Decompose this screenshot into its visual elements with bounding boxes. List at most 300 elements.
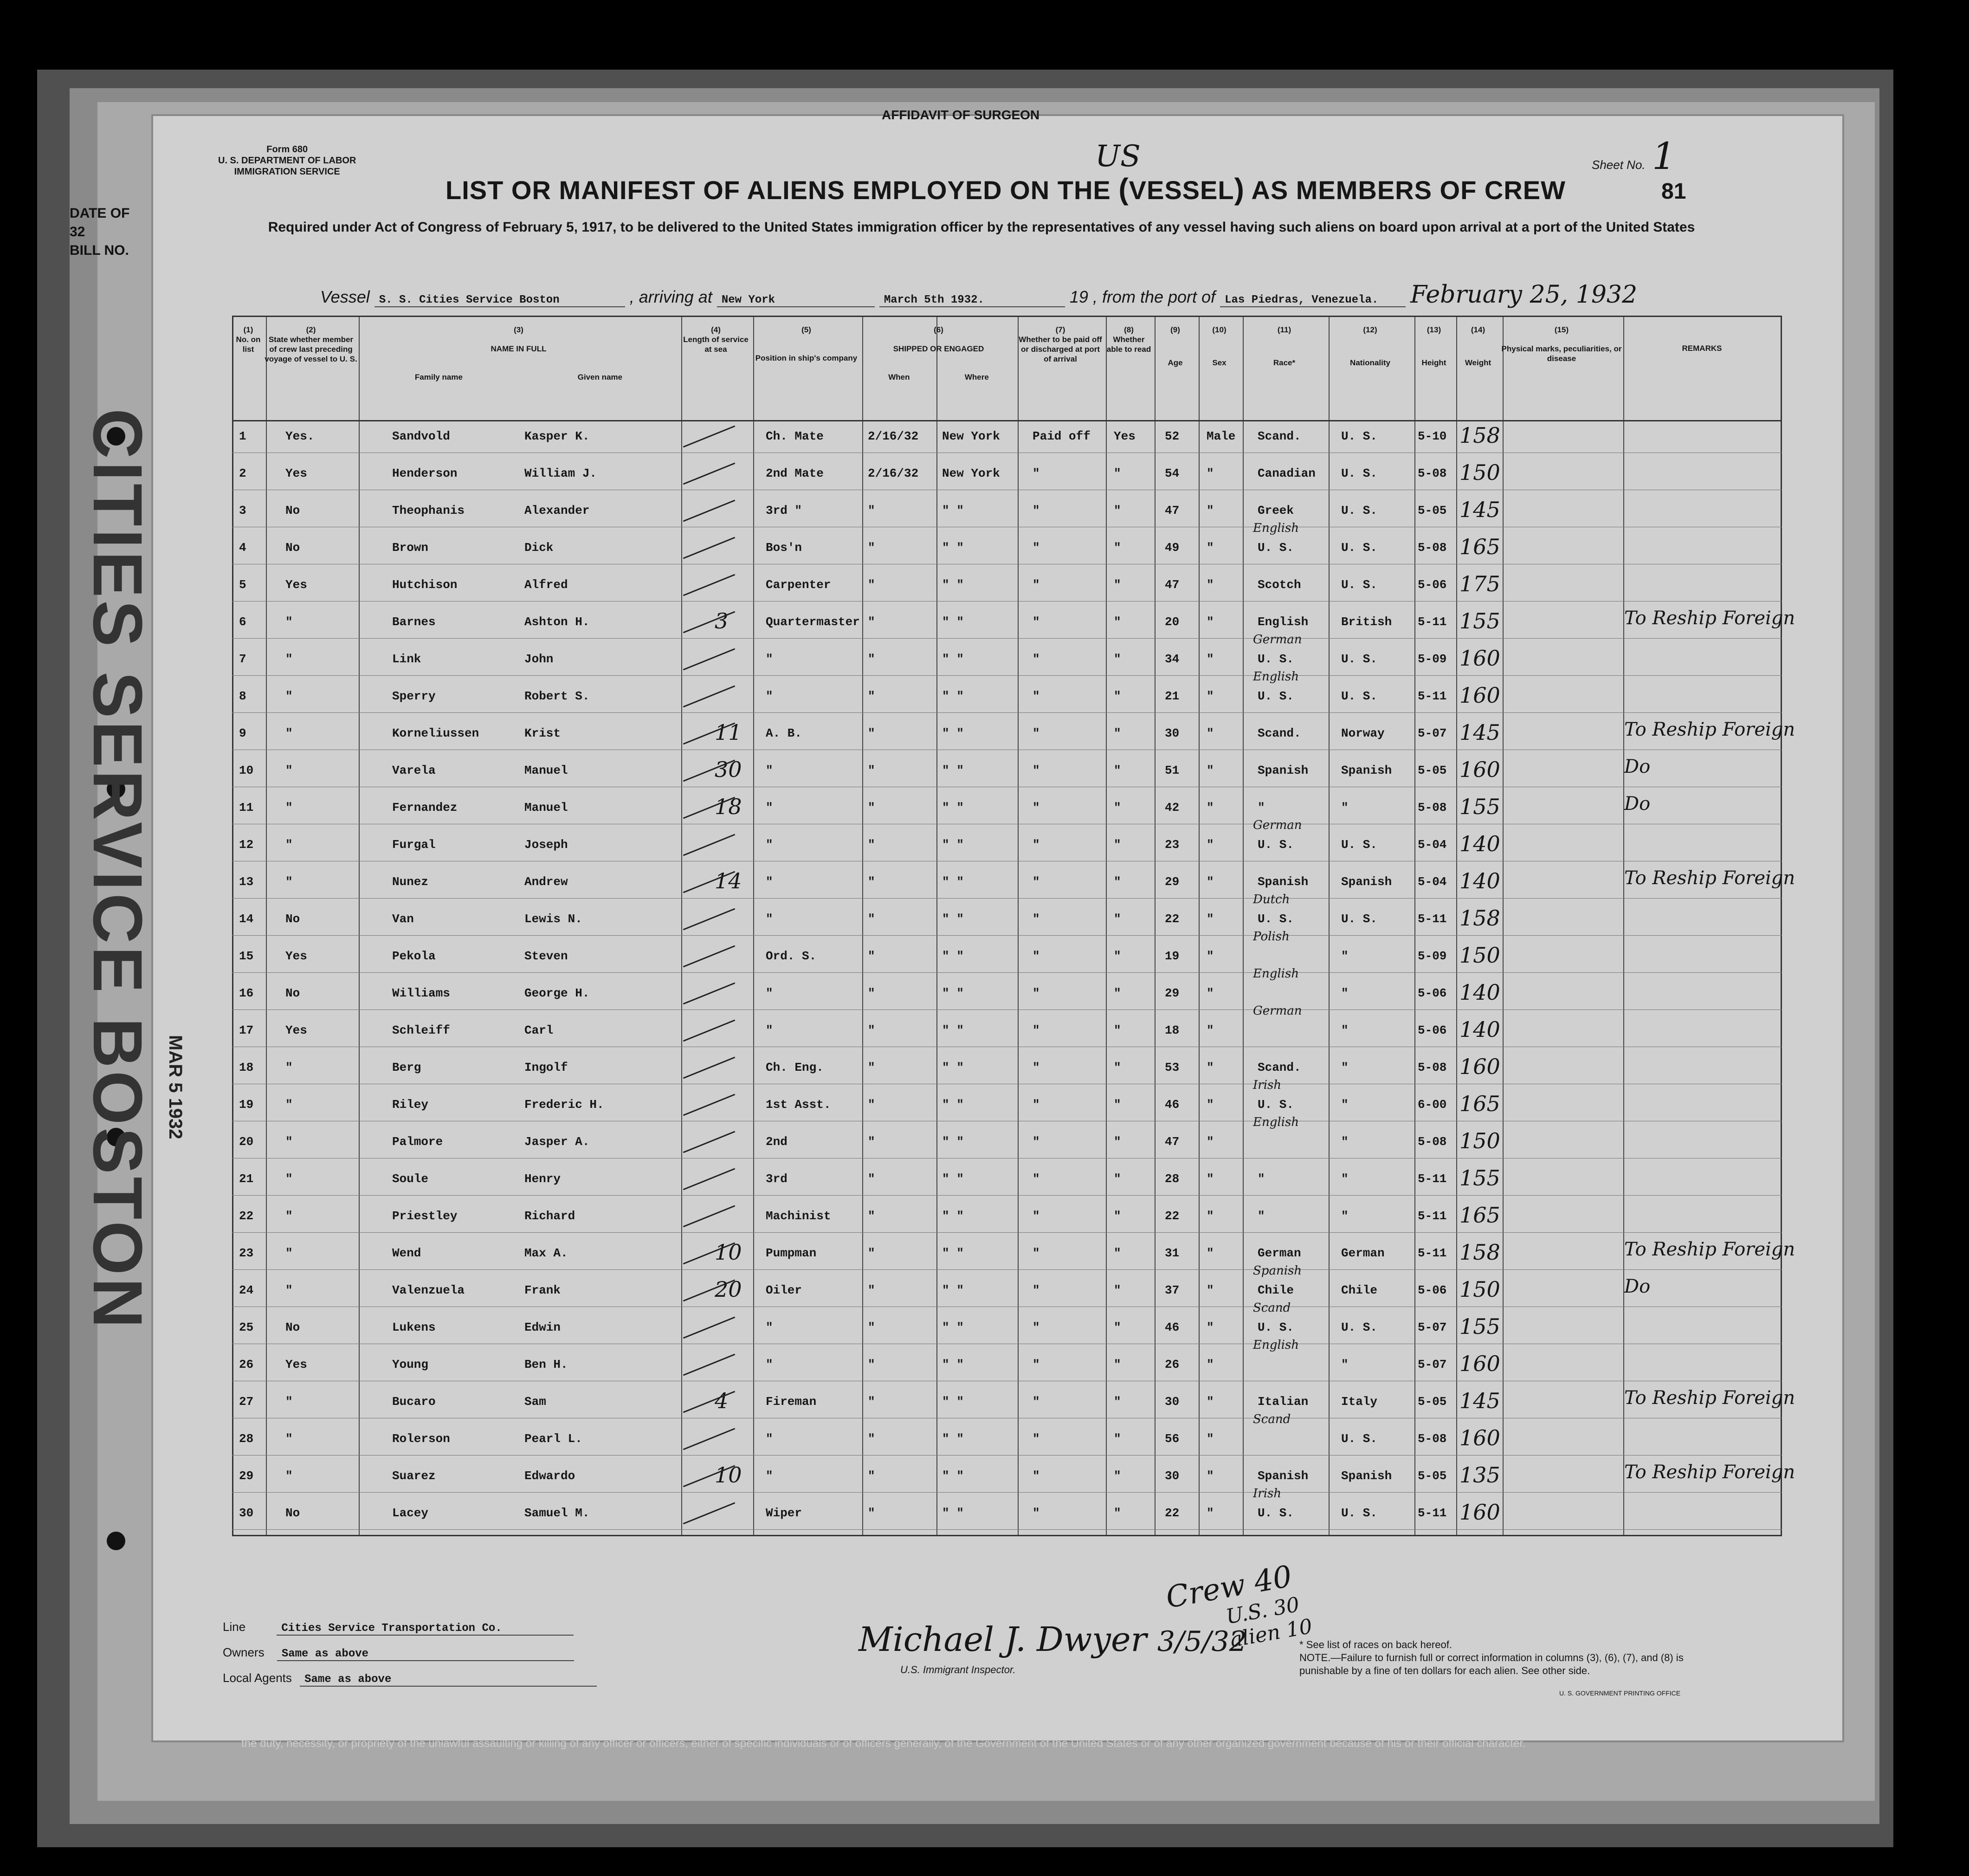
cell-remark: To Reship Foreign (1624, 867, 1795, 889)
cell-given: Henry (524, 1172, 561, 1186)
cell-nat: " (1341, 801, 1349, 815)
cell-no: 15 (239, 949, 254, 963)
cell-given: Manuel (524, 801, 568, 815)
cell-height: 5-11 (1418, 1246, 1447, 1260)
cell-age: 47 (1165, 1135, 1180, 1149)
cell-age: 28 (1165, 1172, 1180, 1186)
cell-paid: " (1033, 466, 1040, 480)
arrival-date: March 5th 1932. (879, 294, 1065, 307)
cell-race-handwritten: Scand (1253, 1301, 1291, 1315)
cell-where: " " (942, 1506, 964, 1520)
cell-race-handwritten: Polish (1253, 930, 1290, 944)
cell-nat: U. S. (1341, 429, 1378, 443)
cell-read: " (1114, 1061, 1121, 1074)
cell-given: Jasper A. (524, 1135, 590, 1149)
cell-height: 5-07 (1418, 1358, 1447, 1371)
cell-race: U. S. (1258, 912, 1294, 926)
cell-position: 1st Asst. (766, 1098, 831, 1112)
cell-age: 29 (1165, 986, 1180, 1000)
cell-nat: U. S. (1341, 838, 1378, 852)
cell-family: Young (392, 1358, 429, 1371)
cell-prev: " (285, 1061, 293, 1074)
cell-paid: " (1033, 541, 1040, 555)
cell-where: " " (942, 652, 964, 666)
cell-no: 18 (239, 1061, 254, 1074)
cell-family: Furgal (392, 838, 436, 852)
table-row (0, 1051, 1969, 1088)
cell-when: " (868, 1358, 875, 1371)
cell-weight: 160 (1459, 683, 1500, 708)
cell-given: Pearl L. (524, 1432, 582, 1446)
cell-position: Carpenter (766, 578, 831, 592)
cell-prev: " (285, 1432, 293, 1446)
cell-family: Van (392, 912, 414, 926)
cell-read: " (1114, 1395, 1121, 1409)
cell-height: 5-06 (1418, 1023, 1447, 1037)
cell-nat: British (1341, 615, 1392, 629)
cell-where: " " (942, 1395, 964, 1409)
table-row (0, 1487, 1969, 1534)
cell-nat: " (1341, 1358, 1349, 1371)
cell-no: 2 (239, 466, 246, 480)
cell-when: " (868, 1320, 875, 1334)
cell-position: Wiper (766, 1506, 802, 1520)
cell-height: 5-09 (1418, 949, 1447, 963)
header-col11: (11) Race* (1273, 325, 1296, 367)
cell-age: 54 (1165, 466, 1180, 480)
sheet-number: 1 (1652, 135, 1676, 178)
cell-paid: " (1033, 1283, 1040, 1297)
cell-paid: Paid off (1033, 429, 1091, 443)
cell-weight: 140 (1459, 868, 1500, 893)
cell-sex: " (1207, 1135, 1214, 1149)
cell-family: Berg (392, 1061, 421, 1074)
service-tick-mark (683, 574, 735, 596)
cell-when: 2/16/32 (868, 429, 919, 443)
cell-prev: " (285, 689, 293, 703)
cell-position: " (766, 1358, 773, 1371)
cell-height: 5-11 (1418, 689, 1447, 703)
cell-sex: " (1207, 1395, 1214, 1409)
table-row (0, 1301, 1969, 1348)
cell-prev: " (285, 838, 293, 852)
cell-race-handwritten: Irish (1253, 1487, 1282, 1501)
cell-prev: " (285, 1135, 293, 1149)
cell-given: Richard (524, 1209, 575, 1223)
cell-paid: " (1033, 726, 1040, 740)
cell-read: " (1114, 652, 1121, 666)
cell-where: " " (942, 1283, 964, 1297)
cell-nat: " (1341, 986, 1349, 1000)
cell-sex: " (1207, 1283, 1214, 1297)
cell-race: Scand. (1258, 726, 1301, 740)
cell-race: Spanish (1258, 763, 1309, 777)
cell-when: " (868, 1506, 875, 1520)
table-row (0, 754, 1969, 791)
cell-position: Bos'n (766, 541, 802, 555)
cell-where: " " (942, 1358, 964, 1371)
cell-sex: " (1207, 1358, 1214, 1371)
cell-race: " (1258, 801, 1265, 815)
cell-paid: " (1033, 801, 1040, 815)
cell-family: Soule (392, 1172, 429, 1186)
cell-position: Pumpman (766, 1246, 817, 1260)
cell-race: U. S. (1258, 838, 1294, 852)
inspector-signature: Michael J. Dwyer 3/5/32 (859, 1620, 1247, 1659)
cell-race-handwritten: Dutch (1253, 893, 1290, 906)
cell-nat: " (1341, 1023, 1349, 1037)
line-field: Line Cities Service Transportation Co. (223, 1620, 574, 1636)
cell-where: " " (942, 1023, 964, 1037)
cell-race-handwritten: English (1253, 521, 1299, 535)
cell-nat: " (1341, 949, 1349, 963)
cell-given: Ben H. (524, 1358, 568, 1371)
cell-race: U. S. (1258, 1506, 1294, 1520)
cell-family: Barnes (392, 615, 436, 629)
cell-no: 23 (239, 1246, 254, 1260)
cell-nat: U. S. (1341, 1432, 1378, 1446)
cell-family: Palmore (392, 1135, 443, 1149)
cell-weight: 175 (1459, 571, 1500, 596)
table-row (0, 1338, 1969, 1385)
cell-position: " (766, 689, 773, 703)
table-row (0, 1004, 1969, 1051)
cell-family: Priestley (392, 1209, 458, 1223)
cell-height: 5-09 (1418, 652, 1447, 666)
cell-age: 20 (1165, 615, 1180, 629)
cell-nat: Spanish (1341, 875, 1392, 889)
cell-age: 34 (1165, 652, 1180, 666)
cell-when: " (868, 541, 875, 555)
cell-nat: " (1341, 1061, 1349, 1074)
cell-read: " (1114, 875, 1121, 889)
cell-family: Pekola (392, 949, 436, 963)
cell-sex: " (1207, 615, 1214, 629)
cell-read: " (1114, 541, 1121, 555)
cell-sex: " (1207, 1098, 1214, 1112)
service-tick-mark (683, 834, 735, 856)
cell-no: 29 (239, 1469, 254, 1483)
cell-when: " (868, 801, 875, 815)
cell-read: " (1114, 801, 1121, 815)
cell-when: " (868, 949, 875, 963)
cell-no: 27 (239, 1395, 254, 1409)
cell-prev: " (285, 652, 293, 666)
cell-position: A. B. (766, 726, 802, 740)
cell-race-handwritten: Irish (1253, 1078, 1282, 1092)
cell-weight: 145 (1459, 497, 1500, 522)
header-col2: (2) State whether member of crew last preceding voyage of vessel to U. S. (265, 325, 357, 363)
cell-no: 11 (239, 801, 254, 815)
header-col1: (1) No. on list (236, 325, 261, 354)
cell-remark: Do (1624, 756, 1651, 777)
cell-race: Scand. (1258, 429, 1301, 443)
service-tick-mark (683, 1428, 735, 1450)
cell-nat: Norway (1341, 726, 1385, 740)
service-tick-mark (683, 463, 735, 485)
cell-service: 20 (715, 1277, 742, 1302)
cell-race-handwritten: Scand (1253, 1412, 1291, 1426)
cell-race: Scotch (1258, 578, 1301, 592)
cell-prev: " (285, 801, 293, 815)
cell-position: " (766, 875, 773, 889)
table-row (0, 791, 1969, 828)
cell-given: Carl (524, 1023, 554, 1037)
cell-family: Korneliussen (392, 726, 479, 740)
footnote: * See list of races on back hereof. NOTE.—Failure to furnish full or correct information in columns (3), (6), (7), and (8) is punishable by a fine of ten dollars for each alien. See other side. U. S. GOVERNMENT PRINTING OFFICE (1299, 1639, 1684, 1697)
cell-read: " (1114, 1283, 1121, 1297)
cell-sex: " (1207, 1172, 1214, 1186)
cell-height: 5-05 (1418, 763, 1447, 777)
cell-age: 52 (1165, 429, 1180, 443)
cell-weight: 160 (1459, 646, 1500, 671)
cell-race-handwritten: English (1253, 967, 1299, 981)
cell-position: " (766, 1023, 773, 1037)
header-col3: (3) NAME IN FULL Family name Given name (414, 325, 623, 382)
cell-age: 23 (1165, 838, 1180, 852)
cell-age: 26 (1165, 1358, 1180, 1371)
cell-sex: Male (1207, 429, 1236, 443)
header-col5: (5) Position in ship's company (755, 325, 858, 362)
cell-weight: 150 (1459, 1277, 1500, 1302)
table-row (0, 893, 1969, 940)
cell-nat: " (1341, 1172, 1349, 1186)
cell-prev: " (285, 1395, 293, 1409)
cell-where: New York (942, 429, 1000, 443)
cell-height: 6-00 (1418, 1098, 1447, 1112)
cell-read: " (1114, 1209, 1121, 1223)
cell-no: 30 (239, 1506, 254, 1520)
inspector-label: U.S. Immigrant Inspector. (900, 1664, 1016, 1675)
table-row (0, 457, 1969, 494)
cell-when: " (868, 615, 875, 629)
cell-position: 3rd (766, 1172, 788, 1186)
cell-family: Fernandez (392, 801, 458, 815)
cell-weight: 165 (1459, 1203, 1500, 1228)
cell-family: Varela (392, 763, 436, 777)
service-tick-mark (683, 500, 735, 522)
cell-race-handwritten: German (1253, 1004, 1302, 1018)
side-stamp: DATE OF 32 BILL NO. (70, 206, 130, 258)
cell-position: Fireman (766, 1395, 817, 1409)
cell-given: Krist (524, 726, 561, 740)
cell-paid: " (1033, 875, 1040, 889)
cell-prev: Yes (285, 578, 307, 592)
cell-service: 10 (715, 1462, 742, 1488)
cell-height: 5-08 (1418, 801, 1447, 815)
service-tick-mark (683, 537, 735, 559)
cell-given: Edwin (524, 1320, 561, 1334)
cell-paid: " (1033, 1358, 1040, 1371)
cell-given: Alfred (524, 578, 568, 592)
cell-position: Ch. Mate (766, 429, 824, 443)
cell-nat: U. S. (1341, 541, 1378, 555)
cell-sex: " (1207, 949, 1214, 963)
cell-age: 53 (1165, 1061, 1180, 1074)
cell-paid: " (1033, 689, 1040, 703)
table-row (0, 1264, 1969, 1311)
cell-prev: " (285, 615, 293, 629)
cell-weight: 158 (1459, 1240, 1500, 1265)
service-tick-mark (683, 1354, 735, 1376)
cell-where: " " (942, 1061, 964, 1074)
cell-sex: " (1207, 541, 1214, 555)
cell-weight: 160 (1459, 1054, 1500, 1079)
cell-weight: 140 (1459, 980, 1500, 1005)
cell-family: Lukens (392, 1320, 436, 1334)
cell-no: 10 (239, 763, 254, 777)
cell-race: Italian (1258, 1395, 1309, 1409)
departure-port: Las Piedras, Venezuela. (1220, 294, 1406, 307)
cell-where: " " (942, 504, 964, 518)
cell-sex: " (1207, 1061, 1214, 1074)
cell-family: Wend (392, 1246, 421, 1260)
cell-read: " (1114, 1469, 1121, 1483)
cell-nat: Spanish (1341, 1469, 1392, 1483)
cell-no: 4 (239, 541, 246, 555)
cell-weight: 140 (1459, 831, 1500, 856)
cell-age: 21 (1165, 689, 1180, 703)
cell-family: Henderson (392, 466, 458, 480)
cell-height: 5-08 (1418, 1135, 1447, 1149)
cell-sex: " (1207, 1320, 1214, 1334)
date-stamp: MAR 5 1932 (165, 1035, 186, 1139)
cell-sex: " (1207, 1506, 1214, 1520)
cell-prev: No (285, 912, 300, 926)
cell-race: Canadian (1258, 466, 1316, 480)
cell-position: Quartermaster (766, 615, 860, 629)
cell-age: 49 (1165, 541, 1180, 555)
service-tick-mark (683, 1502, 735, 1525)
cell-weight: 160 (1459, 1500, 1500, 1525)
cell-prev: " (285, 1246, 293, 1260)
cell-position: " (766, 1469, 773, 1483)
table-row (0, 1115, 1969, 1163)
cell-family: Sandvold (392, 429, 450, 443)
cell-no: 16 (239, 986, 254, 1000)
cell-weight: 160 (1459, 1425, 1500, 1450)
cell-prev: No (285, 1506, 300, 1520)
cell-where: " " (942, 949, 964, 963)
cell-race: German (1258, 1246, 1301, 1260)
cell-weight: 140 (1459, 1017, 1500, 1042)
cell-read: " (1114, 578, 1121, 592)
cell-read: " (1114, 689, 1121, 703)
cell-race-handwritten: English (1253, 1338, 1299, 1352)
cell-read: Yes (1114, 429, 1136, 443)
cell-read: " (1114, 726, 1121, 740)
cell-no: 21 (239, 1172, 254, 1186)
cell-paid: " (1033, 652, 1040, 666)
cell-read: " (1114, 466, 1121, 480)
cell-given: Ashton H. (524, 615, 590, 629)
cell-paid: " (1033, 912, 1040, 926)
cell-given: William J. (524, 466, 597, 480)
cell-position: 3rd " (766, 504, 802, 518)
cell-position: 2nd Mate (766, 466, 824, 480)
cell-when: " (868, 1098, 875, 1112)
cell-paid: " (1033, 1506, 1040, 1520)
cell-nat: Italy (1341, 1395, 1378, 1409)
cell-given: Steven (524, 949, 568, 963)
cell-family: Link (392, 652, 421, 666)
cell-where: " " (942, 1098, 964, 1112)
cell-paid: " (1033, 1432, 1040, 1446)
cell-given: Samuel M. (524, 1506, 590, 1520)
table-row (0, 420, 1969, 457)
cell-age: 37 (1165, 1283, 1180, 1297)
cell-no: 8 (239, 689, 246, 703)
table-row (0, 1237, 1969, 1274)
cell-no: 28 (239, 1432, 254, 1446)
cell-height: 5-06 (1418, 578, 1447, 592)
cell-weight: 158 (1459, 906, 1500, 931)
cell-read: " (1114, 1135, 1121, 1149)
cell-family: Nunez (392, 875, 429, 889)
cell-remark: Do (1624, 793, 1651, 815)
cell-family: Hutchison (392, 578, 458, 592)
underlying-page-text: the duty, necessity, or propriety of the unlawful assaulting or killing of any officer or officers, either of specific individuals or of officers generally, of the Government of the United States or of any other organized government because of his or their official character. (241, 1737, 1526, 1750)
cell-family: Theophanis (392, 504, 465, 518)
cell-remark: To Reship Foreign (1624, 1239, 1795, 1260)
cell-height: 5-06 (1418, 986, 1447, 1000)
departure-date: February 25, 1932 (1410, 281, 1638, 309)
cell-weight: 150 (1459, 1128, 1500, 1153)
cell-read: " (1114, 912, 1121, 926)
cell-sex: " (1207, 652, 1214, 666)
cell-where: " " (942, 1320, 964, 1334)
cell-prev: No (285, 541, 300, 555)
cell-given: Andrew (524, 875, 568, 889)
table-row (0, 521, 1969, 569)
cell-prev: " (285, 1209, 293, 1223)
cell-read: " (1114, 838, 1121, 852)
affidavit-heading: AFFIDAVIT OF SURGEON (882, 108, 1040, 122)
cell-where: " " (942, 801, 964, 815)
cell-race: U. S. (1258, 689, 1294, 703)
cell-prev: No (285, 1320, 300, 1334)
cell-where: " " (942, 578, 964, 592)
cell-paid: " (1033, 1135, 1040, 1149)
cell-no: 12 (239, 838, 254, 852)
cell-prev: No (285, 504, 300, 518)
cell-age: 19 (1165, 949, 1180, 963)
cell-height: 5-08 (1418, 541, 1447, 555)
cell-race: " (1258, 1209, 1265, 1223)
header-col7: (7) Whether to be paid off or discharged at port of arrival (1019, 325, 1102, 363)
cell-no: 6 (239, 615, 246, 629)
table-row (0, 633, 1969, 680)
cell-weight: 165 (1459, 1091, 1500, 1116)
arrival-port: New York (717, 294, 875, 307)
cell-height: 5-11 (1418, 912, 1447, 926)
requirement-text: Required under Act of Congress of February 5, 1917, to be delivered to the United States immigration officer by the representatives of any vessel having such aliens on board upon arrival at a port of the United States (268, 220, 1695, 235)
cell-read: " (1114, 1246, 1121, 1260)
cell-height: 5-05 (1418, 1395, 1447, 1409)
cell-race: U. S. (1258, 1098, 1294, 1112)
cell-family: Bucaro (392, 1395, 436, 1409)
cell-age: 47 (1165, 578, 1180, 592)
cell-read: " (1114, 1432, 1121, 1446)
cell-nat: U. S. (1341, 504, 1378, 518)
cell-prev: " (285, 726, 293, 740)
cell-weight: 135 (1459, 1462, 1500, 1488)
cell-family: Brown (392, 541, 429, 555)
cell-given: John (524, 652, 554, 666)
cell-position: 2nd (766, 1135, 788, 1149)
cell-remark: To Reship Foreign (1624, 1462, 1795, 1483)
cell-paid: " (1033, 1172, 1040, 1186)
